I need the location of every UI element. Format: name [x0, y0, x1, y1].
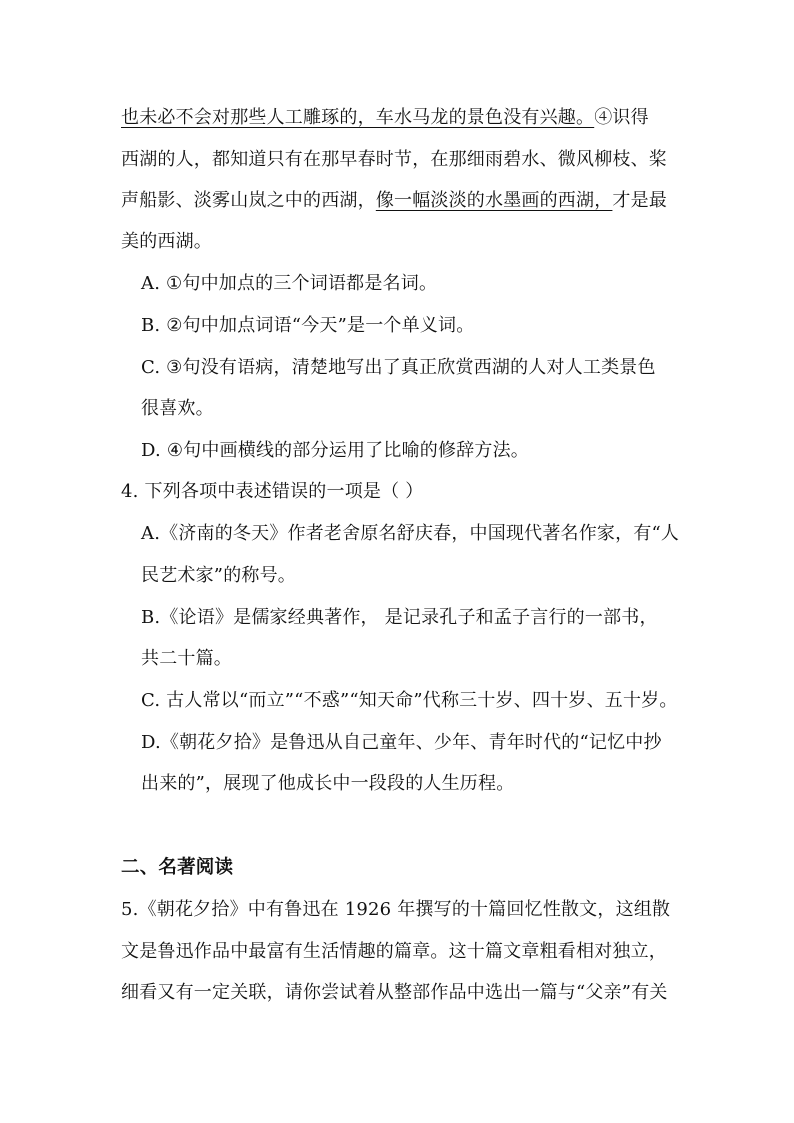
passage-line-3-start: 声船影、淡雾山岚之中的西湖，: [121, 190, 376, 211]
q3-option-b: B. ②句中加点词语“今天”是一个单义词。: [141, 315, 475, 336]
passage-line-3: [121, 189, 667, 213]
q4-option-d-line-1: D.《朝花夕拾》是鲁迅从自己童年、少年、青年时代的“记忆中抄: [141, 732, 662, 753]
q5-line-3: 细看又有一定关联，请你尝试着从整部作品中选出一篇与“父亲”有关: [121, 982, 668, 1003]
q4-option-c: C. 古人常以“而立”“不惑”“知天命”代称三十岁、四十岁、五十岁。: [141, 690, 678, 711]
q3-option-c-line-1: C. ③句没有语病，清楚地写出了真正欣赏西湖的人对人工类景色: [141, 357, 656, 378]
q4-option-b-line-1: B.《论语》是儒家经典著作， 是记录孔子和孟子言行的一部书，: [141, 607, 658, 628]
passage-line-3-end: 才是最: [612, 190, 668, 211]
q4-option-a-line-1: A.《济南的冬天》作者老舍原名舒庆春，中国现代著名作家，有“人: [141, 523, 680, 544]
q5-line-2: 文是鲁迅作品中最富有生活情趣的篇章。这十篇文章粗看相对独立，: [121, 941, 667, 962]
q4-stem: 4. 下列各项中表述错误的一项是（ ）: [121, 481, 424, 502]
passage-line-4: 美的西湖。: [121, 231, 212, 252]
q5-line-1: 5.《朝花夕拾》中有鲁迅在 1926 年撰写的十篇回忆性散文，这组散: [121, 899, 671, 920]
underlined-metaphor: 像一幅淡淡的水墨画的西湖，: [375, 190, 613, 211]
q3-option-c-line-2: 很喜欢。: [141, 398, 214, 419]
q3-option-a: A. ①句中加点的三个词语都是名词。: [141, 273, 438, 294]
passage-line-2: 西湖的人，都知道只有在那早春时节，在那细雨碧水、微风柳枝、桨: [121, 149, 667, 170]
q4-option-d-line-2: 出来的”，展现了他成长中一段段的人生历程。: [141, 773, 515, 794]
passage-line-1: [121, 106, 649, 130]
q4-option-a-line-2: 民艺术家”的称号。: [141, 565, 297, 586]
passage-line-1-rest: ④识得: [594, 107, 649, 128]
q3-option-d: D. ④句中画横线的部分运用了比喻的修辞方法。: [141, 440, 529, 461]
q4-option-b-line-2: 共二十篇。: [141, 648, 232, 669]
section-heading: 二、名著阅读: [121, 857, 234, 878]
underlined-phrase: 也未必不会对那些人工雕琢的，车水马龙的景色没有兴趣。: [121, 107, 595, 128]
